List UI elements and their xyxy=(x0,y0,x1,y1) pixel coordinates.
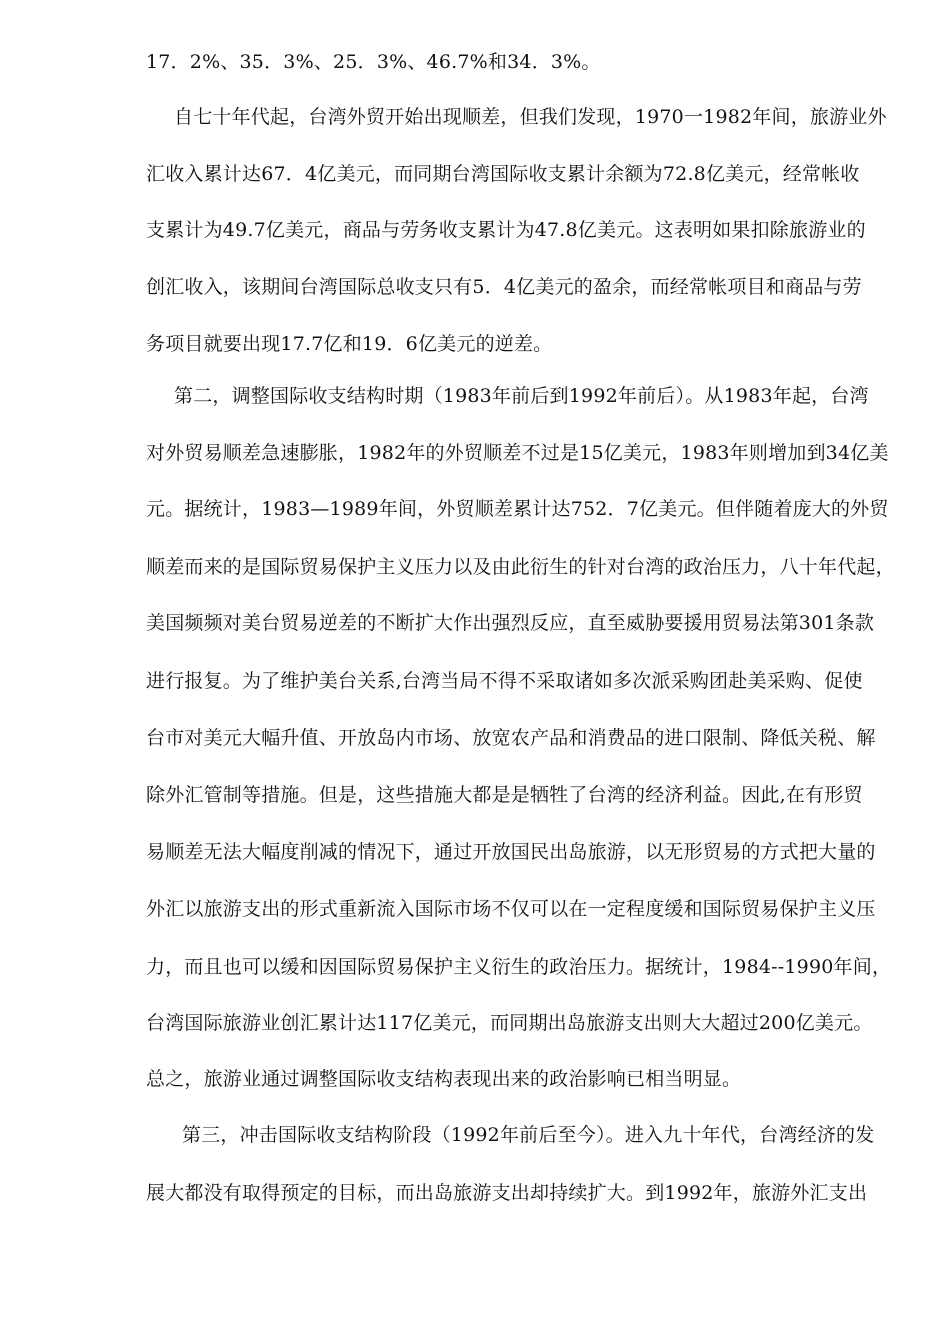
text-line-18: 台湾国际旅游业创汇累计达117亿美元，而同期出岛旅游支出则大大超过200亿美元。 xyxy=(146,1012,873,1034)
text-line-12: 进行报复。为了维护美台关系,台湾当局不得不采取诸如多次派采购团赴美采购、促使 xyxy=(146,670,863,692)
text-line-13: 台市对美元大幅升值、开放岛内市场、放宽农产品和消费品的进口限制、降低关税、解 xyxy=(146,727,876,749)
text-line-9: 元。据统计，1983—1989年间，外贸顺差累计达752．7亿美元。但伴随着庞大的外贸 xyxy=(146,498,889,520)
text-line-14: 除外汇管制等措施。但是，这些措施大都是是牺牲了台湾的经济利益。因此,在有形贸 xyxy=(146,784,863,806)
text-line-4: 支累计为49.7亿美元，商品与劳务收支累计为47.8亿美元。这表明如果扣除旅游业的 xyxy=(146,219,866,241)
text-line-6: 务项目就要出现17.7亿和19．6亿美元的逆差。 xyxy=(146,333,553,355)
text-line-17: 力，而且也可以缓和因国际贸易保护主义衍生的政治压力。据统计，1984--1990年间， xyxy=(146,956,892,978)
text-line-5: 创汇收入，该期间台湾国际总收支只有5．4亿美元的盈余，而经常帐项目和商品与劳 xyxy=(146,276,862,298)
text-line-1: 17．2%、35．3%、25．3%、46.7%和34．3%。 xyxy=(146,51,601,73)
text-line-3: 汇收入累计达67．4亿美元，而同期台湾国际收支累计余额为72.8亿美元，经常帐收 xyxy=(146,163,860,185)
text-line-16: 外汇以旅游支出的形式重新流入国际市场不仅可以在一定程度缓和国际贸易保护主义压 xyxy=(146,898,876,920)
text-line-15: 易顺差无法大幅度削减的情况下，通过开放国民出岛旅游，以无形贸易的方式把大量的 xyxy=(146,841,876,863)
text-line-10: 顺差而来的是国际贸易保护主义压力以及由此衍生的针对台湾的政治压力，八十年代起， xyxy=(146,556,895,578)
text-line-20: 第三，冲击国际收支结构阶段（1992年前后至今）。进入九十年代，台湾经济的发 xyxy=(182,1124,875,1146)
text-line-2: 自七十年代起，台湾外贸开始出现顺差，但我们发现，1970一1982年间，旅游业外 xyxy=(174,106,887,128)
text-line-8: 对外贸易顺差急速膨胀，1982年的外贸顺差不过是15亿美元，1983年则增加到34亿美 xyxy=(146,442,889,464)
text-line-7: 第二，调整国际收支结构时期（1983年前后到1992年前后）。从1983年起，台湾 xyxy=(174,385,869,407)
text-line-21: 展大都没有取得预定的目标，而出岛旅游支出却持续扩大。到1992年，旅游外汇支出 xyxy=(146,1182,868,1204)
text-line-11: 美国频频对美台贸易逆差的不断扩大作出强烈反应，直至威胁要援用贸易法第301条款 xyxy=(146,612,875,634)
text-line-19: 总之，旅游业通过调整国际收支结构表现出来的政治影响已相当明显。 xyxy=(146,1068,742,1090)
